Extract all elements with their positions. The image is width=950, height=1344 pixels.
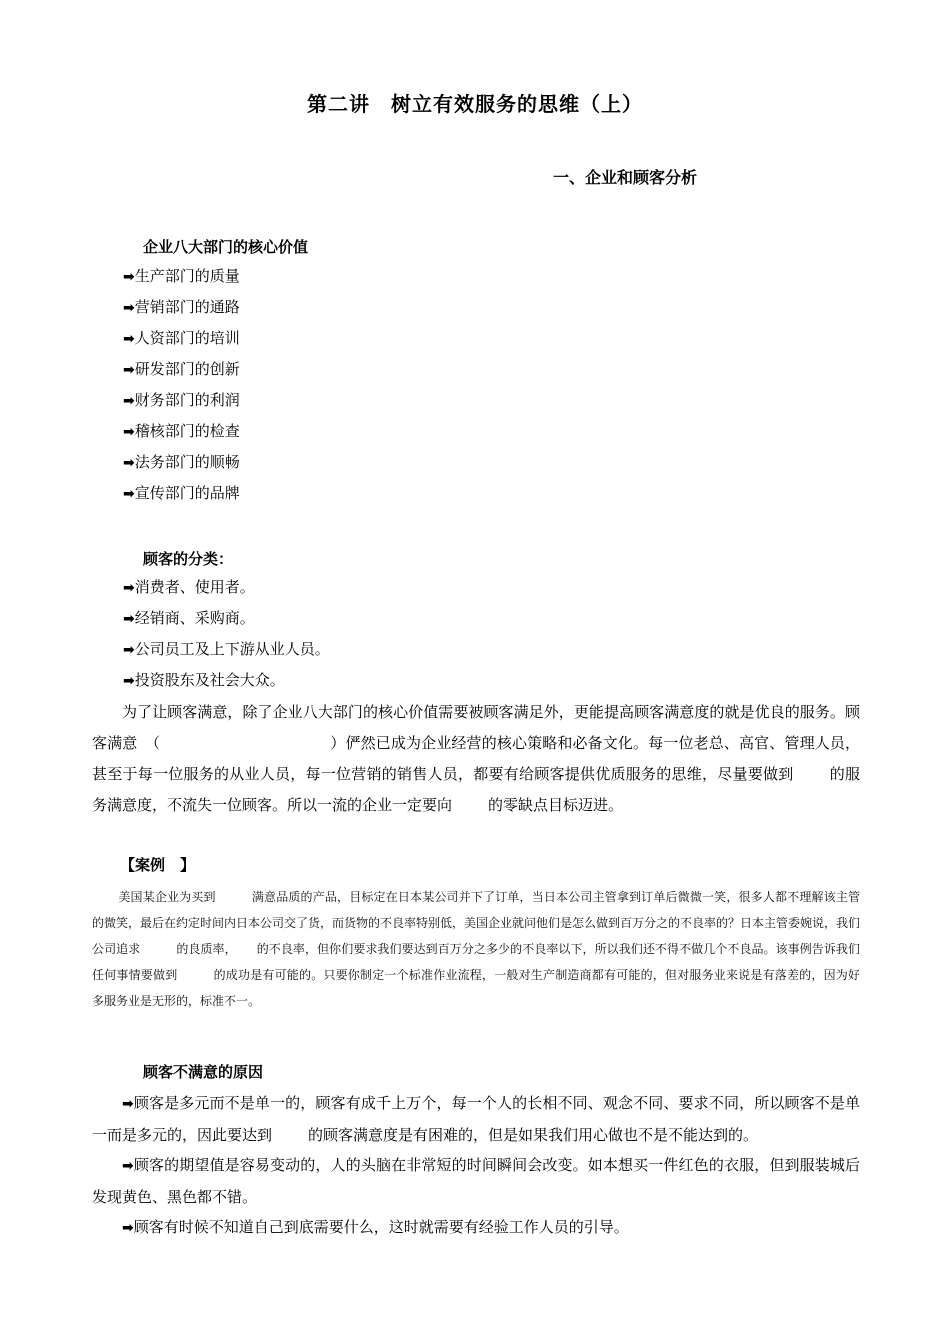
- arrow-right-icon: ➡: [123, 300, 135, 316]
- arrow-right-icon: ➡: [123, 642, 135, 658]
- arrow-right-icon: ➡: [123, 424, 135, 440]
- page-title: 第二讲 树立有效服务的思维（上）: [307, 92, 643, 116]
- arrow-right-icon: ➡: [123, 393, 135, 409]
- arrow-right-icon: ➡: [123, 362, 135, 378]
- list-item: ➡宣传部门的品牌: [123, 484, 240, 502]
- arrow-right-icon: ➡: [122, 1096, 134, 1112]
- arrow-right-icon: ➡: [123, 269, 135, 285]
- list-item: ➡稽核部门的检查: [123, 422, 240, 440]
- list-item: ➡营销部门的通路: [123, 298, 240, 316]
- reason-paragraph: ➡顾客的期望值是容易变动的，人的头脑在非常短的时间瞬间会改变。如本想买一件红色的衣服，但到服装城后发现黄色、黑色都不错。: [92, 1156, 860, 1206]
- arrow-right-icon: ➡: [122, 1158, 134, 1174]
- arrow-right-icon: ➡: [123, 580, 135, 596]
- dissatisfaction-heading: 顾客不满意的原因: [143, 1063, 264, 1081]
- list-item: ➡财务部门的利润: [123, 391, 240, 409]
- arrow-right-icon: ➡: [123, 455, 135, 471]
- list-item: ➡研发部门的创新: [123, 360, 240, 378]
- list-item: ➡人资部门的培训: [123, 329, 240, 347]
- customers-list: [123, 572, 330, 696]
- case-paragraph: 美国某企业为买到 满意品质的产品，目标定在日本某公司并下了订单，当日本公司主管拿到订单后微微一笑，很多人都不理解该主管的微笑，最后在约定时间内日本公司交了货，而货物的不良率特别低，美国企业就问他们是怎么做到百万分之的不良率的？日本主管委婉说，我们公司追求 的良质率， 的不良率，但你们要求我们要达到百万分之多少的不良率以下，所以我们还不得不做几个不良品。该事例告诉我们任何事情要做到 的成功是有可能的。只要你制定一个标准作业流程，一般对生产制造商都有可能的，但对服务业来说是有落差的，因为好多服务业是无形的，标准不一。: [92, 890, 861, 1008]
- list-item: ➡消费者、使用者。: [123, 578, 255, 596]
- arrow-right-icon: ➡: [123, 611, 135, 627]
- departments-list: [123, 261, 240, 509]
- list-item: ➡法务部门的顺畅: [123, 453, 240, 471]
- reason-paragraph: ➡顾客是多元而不是单一的，顾客有成千上万个，每一个人的长相不同、观念不同、要求不同，所以顾客不是单一而是多元的，因此要达到 的顾客满意度是有困难的，但是如果我们用心做也不是不能达到的。: [92, 1094, 860, 1144]
- arrow-right-icon: ➡: [123, 673, 135, 689]
- arrow-right-icon: ➡: [123, 331, 135, 347]
- list-item: ➡生产部门的质量: [123, 267, 240, 285]
- reason-paragraph: ➡顾客有时候不知道自己到底需要什么，这时就需要有经验工作人员的引导。: [122, 1218, 629, 1236]
- section-title: 一、企业和顾客分析: [552, 168, 697, 187]
- list-item: ➡投资股东及社会大众。: [123, 671, 285, 689]
- list-item: ➡公司员工及上下游从业人员。: [123, 640, 330, 658]
- case-heading: 【案例 】: [120, 856, 196, 874]
- customers-heading: 顾客的分类：: [143, 550, 234, 568]
- list-item: ➡经销商、采购商。: [123, 609, 255, 627]
- arrow-right-icon: ➡: [123, 486, 135, 502]
- arrow-right-icon: ➡: [122, 1220, 134, 1236]
- departments-heading: 企业八大部门的核心价值: [143, 238, 309, 256]
- body-paragraph: 为了让顾客满意，除了企业八大部门的核心价值需要被顾客满足外，更能提高顾客满意度的就是优良的服务。顾客满意 （ ）俨然已成为企业经营的核心策略和必备文化。每一位老总、高官、管理人员，甚至于每一位服务的从业人员，每一位营销的销售人员，都要有给顾客提供优质服务的思维，尽量要做到 的服务满意度，不流失一位顾客。所以一流的企业一定要向 的零缺点目标迈进。: [92, 703, 860, 814]
